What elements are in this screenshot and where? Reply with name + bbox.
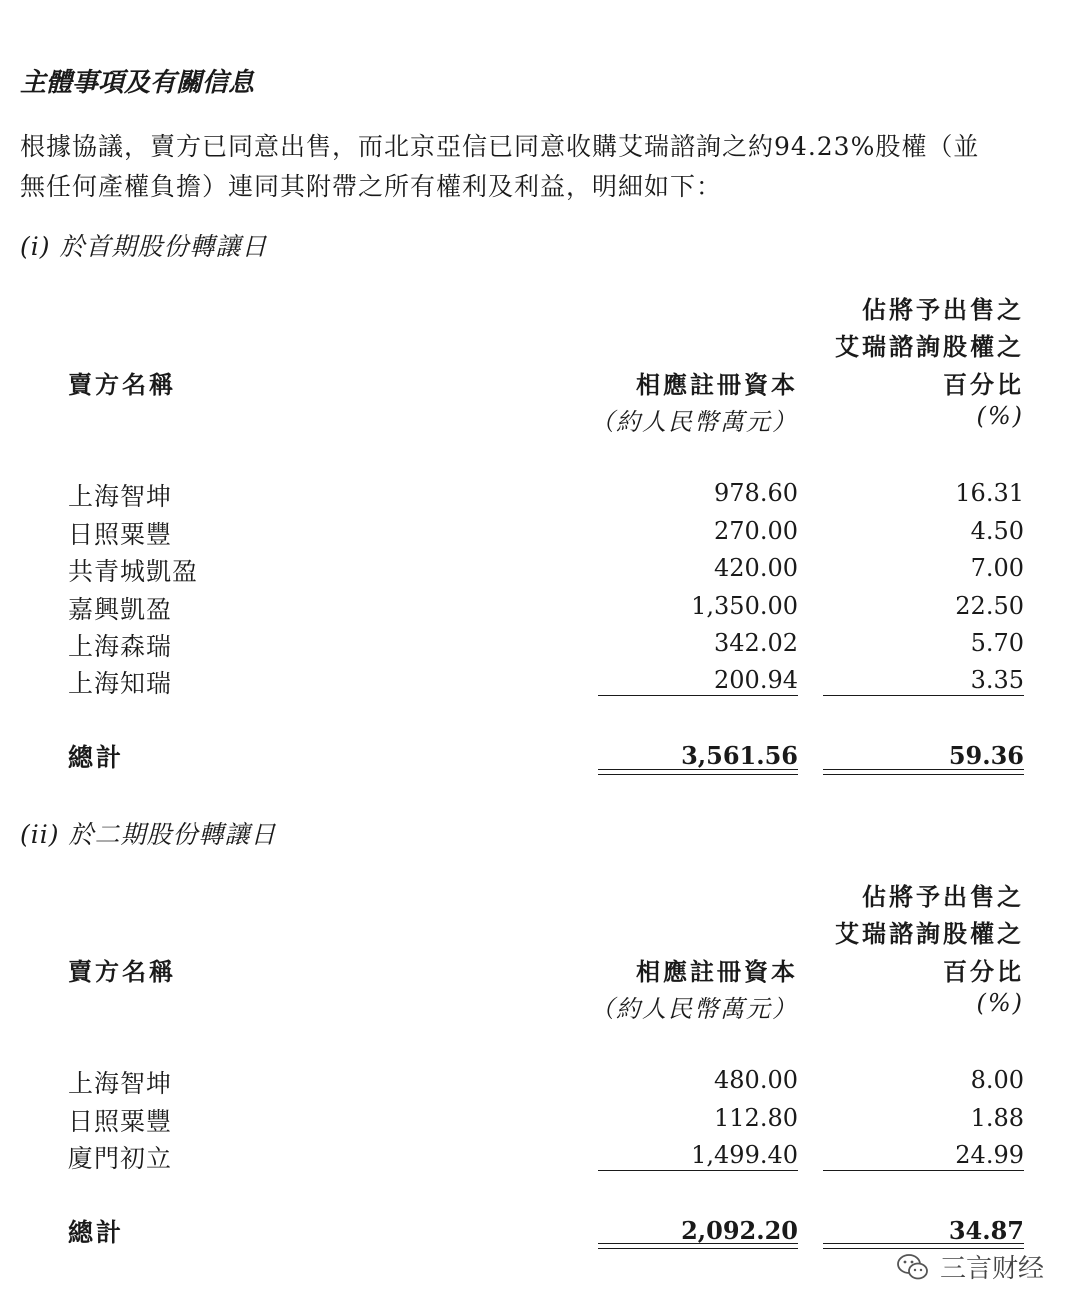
table-row-capital: 1,499.40 [691, 1141, 798, 1169]
table-row-pct: 16.31 [955, 479, 1024, 507]
section-1-title: (i) 於首期股份轉讓日 [20, 232, 268, 261]
total-double-rule [598, 1243, 798, 1244]
watermark-text: 三言财经 [939, 1254, 1044, 1284]
pct-header-line-2: 艾瑞諮詢股權之 [835, 332, 1024, 361]
wechat-icon [896, 1250, 930, 1284]
total-capital: 2,092.20 [681, 1216, 798, 1245]
table-row-name: 共青城凱盈 [68, 557, 199, 586]
table-row-pct: 5.70 [970, 629, 1024, 657]
capital-header: 相應註冊資本 [636, 957, 798, 986]
section-heading: 主體事項及有關信息 [20, 68, 255, 98]
capital-header: 相應註冊資本 [636, 370, 798, 399]
table-row-capital: 112.80 [714, 1104, 798, 1132]
pct-unit: (%) [976, 402, 1024, 430]
capital-unit: （約人民幣萬元） [590, 995, 798, 1023]
table-row-capital: 270.00 [714, 517, 798, 545]
table-row-name: 上海森瑞 [68, 632, 173, 661]
total-label: 總計 [68, 1218, 125, 1247]
table-row-capital: 480.00 [714, 1066, 798, 1094]
table-row-name: 嘉興凱盈 [68, 595, 173, 624]
total-pct: 59.36 [948, 741, 1024, 770]
table-row-pct: 1.88 [970, 1104, 1024, 1132]
table-row-capital: 1,350.00 [691, 592, 798, 620]
total-double-rule [823, 774, 1024, 775]
subtotal-rule [598, 1170, 798, 1171]
paragraph-line-1: 根據協議，賣方已同意出售，而北京亞信已同意收購艾瑞諮詢之約94.23%股權（並 [20, 132, 980, 161]
table-row-capital: 200.94 [714, 666, 798, 694]
total-double-rule [598, 1248, 798, 1249]
subtotal-rule [823, 695, 1024, 696]
paragraph-line-2: 無任何產權負擔）連同其附帶之所有權利及利益，明細如下： [20, 172, 723, 201]
seller-header: 賣方名稱 [68, 370, 176, 399]
total-label: 總計 [68, 743, 125, 772]
table-row-pct: 22.50 [955, 592, 1024, 620]
table-row-name: 上海知瑞 [68, 669, 173, 698]
pct-header-line-1: 佔將予出售之 [862, 295, 1024, 324]
section-2-title: (ii) 於二期股份轉讓日 [20, 820, 277, 849]
table-row-name: 上海智坤 [68, 482, 173, 511]
table-row-name: 日照粟豐 [68, 1107, 173, 1136]
table-row-name: 日照粟豐 [68, 520, 173, 549]
table-row-name: 上海智坤 [68, 1069, 173, 1098]
total-pct: 34.87 [948, 1216, 1024, 1245]
table-row-capital: 420.00 [714, 554, 798, 582]
pct-header-line-1: 佔將予出售之 [862, 882, 1024, 911]
table-row-pct: 24.99 [955, 1141, 1024, 1169]
subtotal-rule [823, 1170, 1024, 1171]
total-double-rule [598, 769, 798, 770]
watermark [896, 1248, 1044, 1285]
table-row-capital: 342.02 [714, 629, 798, 657]
pct-header-line-2: 艾瑞諮詢股權之 [835, 919, 1024, 948]
pct-header-line-3: 百分比 [943, 957, 1024, 986]
table-row-pct: 7.00 [970, 554, 1024, 582]
table-row-pct: 3.35 [970, 666, 1024, 694]
pct-header-line-3: 百分比 [943, 370, 1024, 399]
pct-unit: (%) [976, 989, 1024, 1017]
total-double-rule [823, 1243, 1024, 1244]
seller-header: 賣方名稱 [68, 957, 176, 986]
table-row-pct: 8.00 [970, 1066, 1024, 1094]
total-double-rule [598, 774, 798, 775]
total-capital: 3,561.56 [681, 741, 798, 770]
capital-unit: （約人民幣萬元） [590, 408, 798, 436]
table-row-name: 廈門初立 [68, 1144, 173, 1173]
table-row-pct: 4.50 [970, 517, 1024, 545]
subtotal-rule [598, 695, 798, 696]
total-double-rule [823, 769, 1024, 770]
table-row-capital: 978.60 [714, 479, 798, 507]
